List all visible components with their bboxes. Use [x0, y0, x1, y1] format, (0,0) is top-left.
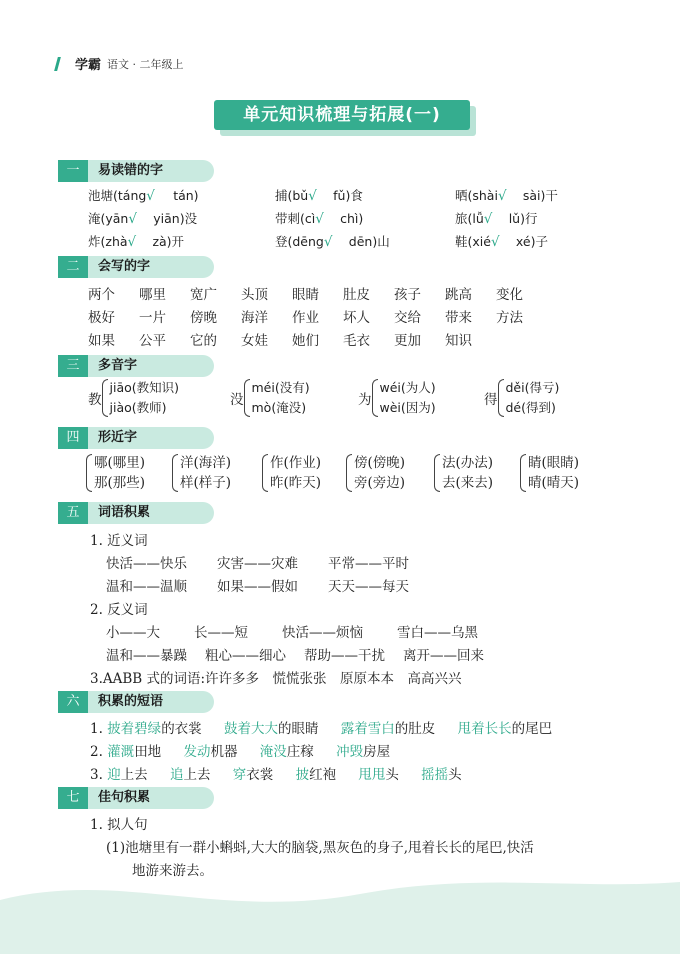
s1-row-2: 淹(yān√ yiān)没: [88, 211, 198, 227]
s6-line-1: 1. 披着碧绿的衣裳 鼓着大大的眼睛 露着雪白的肚皮 甩着长长的尾巴: [90, 721, 553, 737]
brand-subject: 语文 · 二年级上: [107, 57, 184, 71]
section-number: 四: [58, 427, 88, 449]
s4-group-2: 洋(海洋) 样(样子): [172, 453, 231, 493]
section-title: 易读错的字: [98, 163, 164, 178]
s7-line-2: 地游来游去。: [132, 863, 213, 879]
s5-ant-row-1: 小——大 长——短 快活——烦恼 雪白——乌黑: [106, 625, 478, 641]
section-header-2: [58, 256, 214, 278]
s1-row-1b: 捕(bǔ√ fǔ)食: [275, 188, 363, 204]
s5-syn-row-2: 温和——温顺 如果——假如 天天——每天: [106, 579, 409, 595]
section-header-6: [58, 691, 214, 713]
section-number: 六: [58, 691, 88, 713]
section-header-3: [58, 355, 214, 377]
page-title-block: [214, 100, 476, 136]
s1-row-2c: 旅(lǚ√ lǔ)行: [455, 211, 538, 227]
s4-group-3: 作(作业) 昨(昨天): [262, 453, 321, 493]
section-header-1: [58, 160, 214, 182]
s3-group-1: 教 jiāo(教知识) jiào(教师): [88, 380, 180, 415]
page-title: 单元知识梳理与拓展(一): [214, 100, 470, 130]
s5-sub-3: 3.AABB 式的词语:许许多多 慌慌张张 原原本本 高高兴兴: [90, 671, 462, 687]
section-number: 三: [58, 355, 88, 377]
s7-line-1: (1)池塘里有一群小蝌蚪,大大的脑袋,黑灰色的身子,甩着长长的尾巴,快活: [106, 840, 534, 856]
s1-row-3b: 登(dēng√ dēn)山: [275, 234, 390, 250]
s1-row-3: 炸(zhà√ zà)开: [88, 234, 185, 250]
section-number: 一: [58, 160, 88, 182]
s1-row-3c: 鞋(xié√ xé)子: [455, 234, 548, 250]
s1-row-1: 池塘(táng√ tán): [88, 188, 199, 204]
s4-group-1: 哪(哪里) 那(那些): [86, 453, 145, 493]
s3-group-3: 为 wéi(为人) wèi(因为): [358, 380, 436, 415]
section-title: 词语积累: [98, 505, 151, 520]
section-header-5: [58, 502, 214, 524]
brand-name: 学霸: [75, 58, 102, 73]
s5-syn-row-1: 快活——快乐 灾害——灾难 平常——平时: [106, 556, 409, 572]
section-number: 七: [58, 787, 88, 809]
bottom-wave-decoration: [0, 860, 680, 954]
section-title: 佳句积累: [98, 790, 151, 805]
section-header-4: [58, 427, 214, 449]
s7-sub-1: 1. 拟人句: [90, 817, 148, 833]
s4-group-5: 法(办法) 去(来去): [434, 453, 493, 493]
brand-header: [56, 54, 184, 73]
s3-group-2: 没 méi(没有) mò(淹没): [230, 380, 310, 415]
section-title: 形近字: [98, 430, 138, 445]
s1-row-2b: 带刺(cì√ chì): [275, 211, 364, 227]
s5-ant-row-2: 温和——暴躁 粗心——细心 帮助——干扰 离开——回来: [106, 648, 484, 664]
s4-group-6: 睛(眼睛) 晴(晴天): [520, 453, 579, 493]
s5-sub-1: 1. 近义词: [90, 533, 148, 549]
section-header-7: [58, 787, 214, 809]
s2-row-1: 两个 哪里 宽广 头顶 眼睛 肚皮 孩子 跳高 变化: [88, 287, 523, 303]
s6-line-3: 3. 迎上去 追上去 穿衣裳 披红袍 甩甩头 摇摇头: [90, 767, 462, 783]
section-number: 二: [58, 256, 88, 278]
section-title: 积累的短语: [98, 694, 164, 709]
section-title: 多音字: [98, 358, 138, 373]
section-number: 五: [58, 502, 88, 524]
s2-row-3: 如果 公平 它的 女娃 她们 毛衣 更加 知识: [88, 333, 472, 349]
s2-row-2: 极好 一片 傍晚 海洋 作业 坏人 交给 带来 方法: [88, 310, 523, 326]
s1-row-1c: 晒(shài√ sài)干: [455, 188, 558, 204]
s5-sub-2: 2. 反义词: [90, 602, 148, 618]
s4-group-4: 傍(傍晚) 旁(旁边): [346, 453, 405, 493]
s6-line-2: 2. 灌溉田地 发动机器 淹没庄稼 冲毁房屋: [90, 744, 391, 760]
s3-group-4: 得 děi(得亏) dé(得到): [484, 380, 560, 415]
section-title: 会写的字: [98, 259, 151, 274]
brand-logo-icon: [54, 57, 71, 71]
